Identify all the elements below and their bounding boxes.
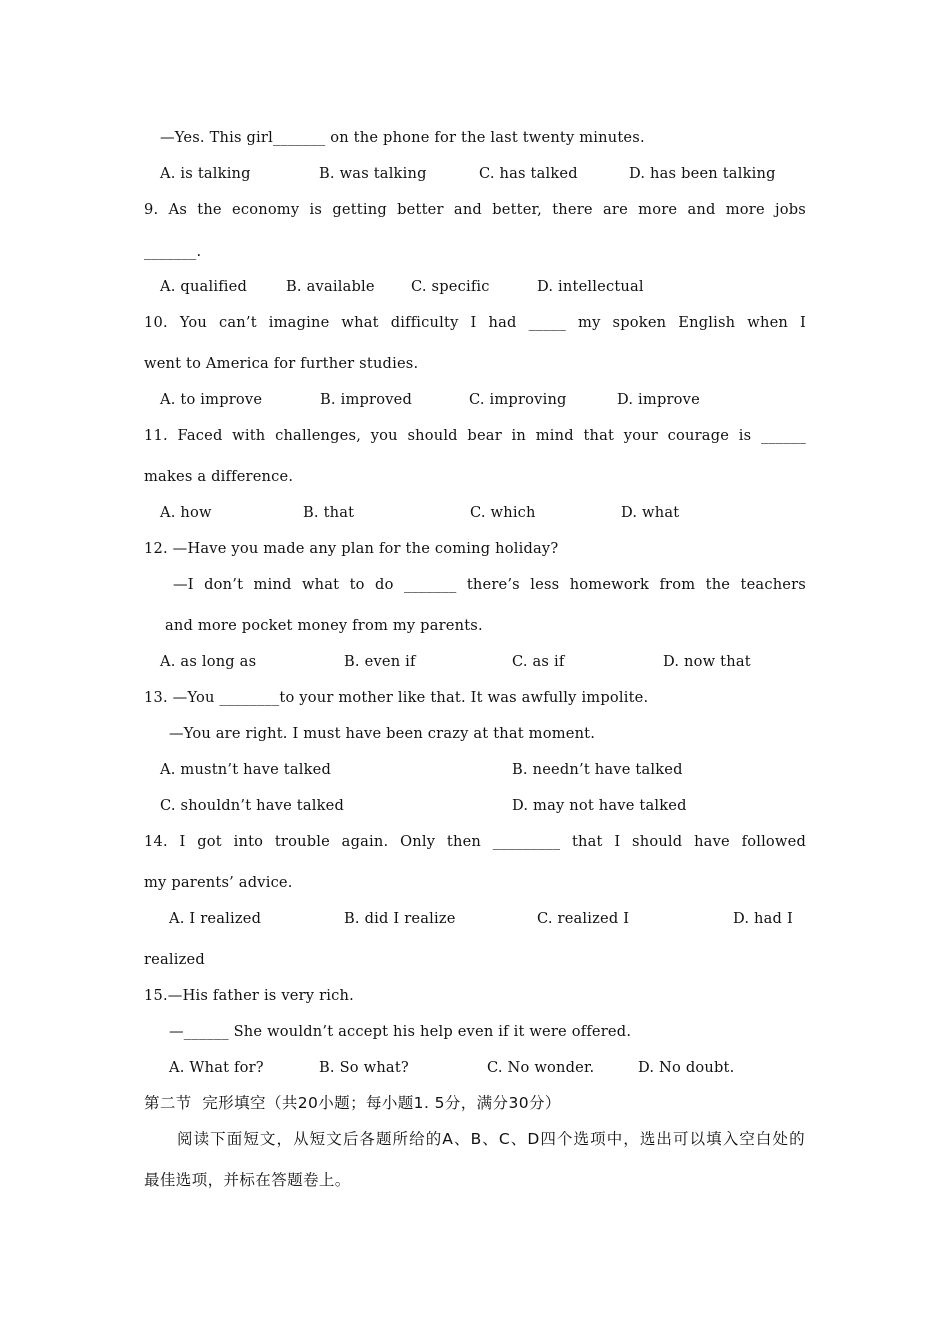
q15-stem-line2: —______ She wouldn’t accept his help even if it were offered. [169, 1023, 632, 1040]
q10-option-c: C. improving [469, 391, 567, 408]
q8-option-d: D. has been talking [629, 165, 776, 182]
q14-option-c: C. realized I [537, 910, 630, 927]
q12-option-b: B. even if [344, 653, 416, 670]
q8-option-a: A. is talking [160, 165, 251, 182]
q14-option-d-wrap: realized [144, 951, 205, 968]
q9-option-a: A. qualified [160, 278, 248, 295]
q11-option-d: D. what [621, 504, 680, 521]
q14-option-d: D. had I [733, 910, 793, 927]
q9-option-c: C. specific [411, 278, 490, 295]
q14-stem-line1: 14. I got into trouble again. Only then _________ that I should have followed [144, 833, 806, 850]
q12-option-a: A. as long as [160, 653, 257, 670]
q12-stem-line2: —I don’t mind what to do _______ there’s less homework from the teachers [173, 576, 806, 593]
q9-stem-line2: _______. [144, 243, 202, 260]
q10-stem-line2: went to America for further studies. [144, 355, 419, 372]
q13-option-a: A. mustn’t have talked [160, 761, 332, 778]
q15-option-b: B. So what? [319, 1059, 409, 1076]
q11-stem-line2: makes a difference. [144, 468, 294, 485]
q13-stem-line1: 13. —You ________to your mother like that. It was awfully impolite. [144, 689, 649, 706]
section2-instruction-line1: 阅读下面短文，从短文后各题所给的A、B、C、D四个选项中，选出可以填入空白处的 [177, 1130, 805, 1148]
q12-option-d: D. now that [663, 653, 751, 670]
q14-stem-line2: my parents’ advice. [144, 874, 293, 891]
q10-stem-line1: 10. You can’t imagine what difficulty I had _____ my spoken English when I [144, 314, 806, 331]
q8-reply: —Yes. This girl_______ on the phone for the last twenty minutes. [160, 129, 645, 146]
q11-option-c: C. which [470, 504, 536, 521]
q10-option-d: D. improve [617, 391, 700, 408]
q9-option-d: D. intellectual [537, 278, 644, 295]
q12-option-c: C. as if [512, 653, 565, 670]
q14-option-a: A. I realized [169, 910, 262, 927]
q15-option-c: C. No wonder. [487, 1059, 595, 1076]
section2-heading: 第二节 完形填空（共20小题；每小题1. 5分，满分30分） [144, 1094, 561, 1112]
section2-instruction-line2: 最佳选项，并标在答题卷上。 [144, 1171, 351, 1189]
q12-stem-line3: and more pocket money from my parents. [165, 617, 483, 634]
q15-stem-line1: 15.—His father is very rich. [144, 987, 354, 1004]
q9-stem-line1: 9. As the economy is getting better and better, there are more and more jobs [144, 201, 806, 218]
q15-option-a: A. What for? [169, 1059, 264, 1076]
q8-option-b: B. was talking [319, 165, 427, 182]
q15-option-d: D. No doubt. [638, 1059, 735, 1076]
q13-option-c: C. shouldn’t have talked [160, 797, 345, 814]
q11-stem-line1: 11. Faced with challenges, you should bear in mind that your courage is ______ [144, 427, 806, 444]
q8-option-c: C. has talked [479, 165, 578, 182]
q11-option-b: B. that [303, 504, 355, 521]
q9-option-b: B. available [286, 278, 375, 295]
q13-option-b: B. needn’t have talked [512, 761, 683, 778]
q11-option-a: A. how [160, 504, 212, 521]
q13-stem-line2: —You are right. I must have been crazy at that moment. [169, 725, 596, 742]
q12-stem-line1: 12. —Have you made any plan for the coming holiday? [144, 540, 559, 557]
q10-option-a: A. to improve [160, 391, 263, 408]
q10-option-b: B. improved [320, 391, 413, 408]
q14-option-b: B. did I realize [344, 910, 456, 927]
q13-option-d: D. may not have talked [512, 797, 687, 814]
